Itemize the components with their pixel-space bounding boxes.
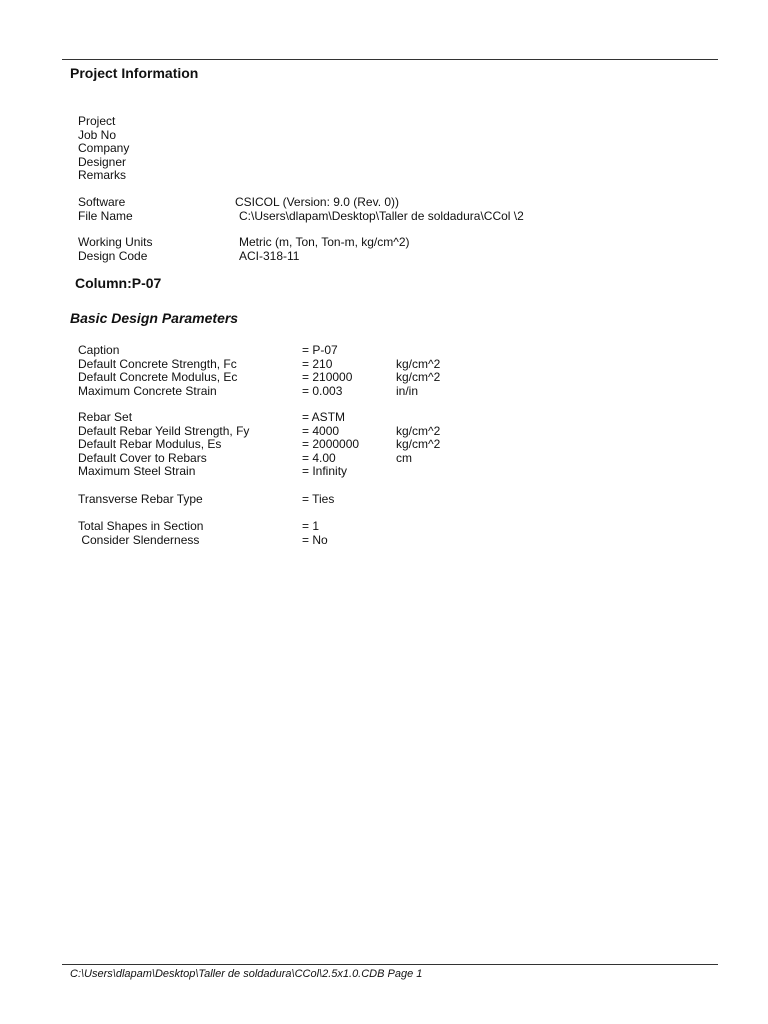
parameter-value: = 4.00 [302,450,336,465]
designer-label: Designer [78,154,127,169]
parameter-label: Default Concrete Strength, Fc [78,356,237,371]
parameter-label: Default Rebar Yeild Strength, Fy [78,423,250,438]
column-title: Column:P-07 [75,275,162,291]
design-code-value: ACI-318-11 [239,248,300,263]
remarks-label: Remarks [78,168,127,182]
software-value: CSICOL (Version: 9.0 (Rev. 0)) [235,195,400,209]
parameter-value: = P-07 [302,343,338,357]
parameter-unit: kg/cm^2 [396,370,441,384]
parameter-unit: in/in [396,383,419,398]
parameter-label: Consider Slenderness [78,532,200,547]
parameter-value: = 210 [302,356,333,371]
working-units-value: Metric (m, Ton, Ton-m, kg/cm^2) [239,235,410,249]
parameter-label: Default Cover to Rebars [78,450,207,465]
job-no-label: Job No [78,127,117,142]
parameter-value: = 0.003 [302,383,343,398]
project-information-heading: Project Information [70,65,199,81]
parameter-label: Maximum Concrete Strain [78,383,217,398]
parameter-unit: kg/cm^2 [396,356,441,371]
page-footer: C:\Users\dlapam\Desktop\Taller de soldadura\CCol\2.5x1.0.CDB Page 1 [70,968,423,980]
parameter-value: = ASTM [302,410,346,424]
parameter-unit: cm [396,450,412,465]
parameter-unit: kg/cm^2 [396,437,441,451]
file-name-value: C:\Users\dlapam\Desktop\Taller de soldadura\CCol \2 [239,208,524,223]
parameter-unit: kg/cm^2 [396,423,441,438]
project-label: Project [78,114,116,128]
parameter-label: Transverse Rebar Type [78,492,203,506]
file-name-label: File Name [78,208,133,223]
design-code-label: Design Code [78,248,148,263]
working-units-label: Working Units [78,235,153,249]
header-rule [62,59,718,60]
parameter-label: Maximum Steel Strain [78,464,196,478]
parameter-value: = 210000 [302,370,353,384]
parameter-label: Rebar Set [78,410,133,424]
parameter-label: Default Concrete Modulus, Ec [78,370,238,384]
parameter-value: = 2000000 [302,437,360,451]
parameter-label: Total Shapes in Section [78,519,204,533]
basic-design-parameters-heading: Basic Design Parameters [70,310,239,326]
parameter-value: = Infinity [302,464,348,478]
company-label: Company [78,141,130,155]
parameter-value: = No [302,532,328,547]
parameter-value: = Ties [302,492,335,506]
parameter-value: = 4000 [302,423,340,438]
parameter-label: Default Rebar Modulus, Es [78,437,222,451]
parameter-value: = 1 [302,519,320,533]
parameter-label: Caption [78,343,120,357]
software-label: Software [78,195,126,209]
footer-rule [62,964,718,965]
